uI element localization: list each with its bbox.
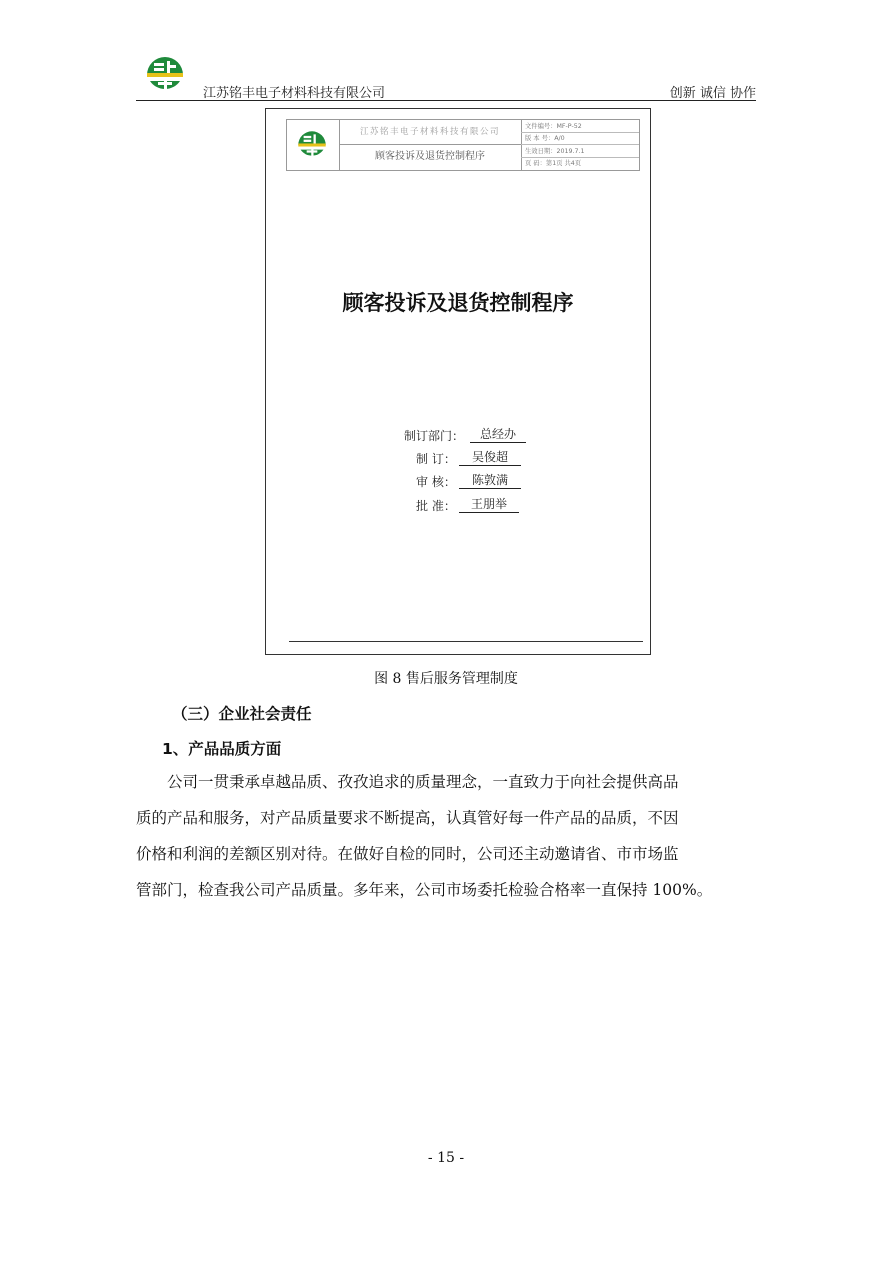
paragraph-line: 管部门，检查我公司产品质量。多年来，公司市场委托检验合格率一直保持 100%。 <box>136 881 713 899</box>
document-logo-cell <box>287 120 340 170</box>
signature-label: 审 核： <box>416 475 456 489</box>
header-company-name: 江苏铭丰电子材料科技有限公司 <box>203 86 386 101</box>
meta-page: 页 码：第1页 共4页 <box>525 160 582 167</box>
signature-row <box>404 427 516 444</box>
section-heading: （三）企业社会责任 <box>172 705 312 723</box>
signature-row <box>416 450 508 467</box>
document-header-table <box>286 119 640 171</box>
subsection-heading: 1、产品品质方面 <box>162 740 282 758</box>
company-logo-icon <box>144 54 186 96</box>
document-logo-icon <box>296 129 328 161</box>
document-header-title: 顾客投诉及退货控制程序 <box>339 144 522 170</box>
signature-value: 总经办 <box>470 427 526 443</box>
meta-effective-date: 生效日期：2019.7.1 <box>525 148 585 155</box>
paragraph-line: 公司一贯秉承卓越品质、孜孜追求的质量理念，一直致力于向社会提供高品 <box>167 773 679 791</box>
header-divider <box>136 100 756 101</box>
signature-label: 制订部门： <box>404 429 465 443</box>
figure-caption: 图 8 售后服务管理制度 <box>374 671 518 687</box>
meta-file-number: 文件编号：MF-P-52 <box>525 123 582 130</box>
signature-label: 批 准： <box>416 499 456 513</box>
header-motto: 创新 诚信 协作 <box>669 86 756 101</box>
signature-row <box>416 497 507 514</box>
signature-value: 陈敦满 <box>459 473 521 489</box>
document-company-name: 江苏铭丰电子材料科技有限公司 <box>339 120 522 145</box>
signature-row <box>416 473 508 490</box>
page-number: - 15 - <box>427 1150 465 1166</box>
paragraph-line: 质的产品和服务，对产品质量要求不断提高，认真管好每一件产品的品质，不因 <box>136 809 679 827</box>
document-main-title: 顾客投诉及退货控制程序 <box>342 291 574 315</box>
paragraph-line: 价格和利润的差额区别对待。在做好自检的同时，公司还主动邀请省、市市场监 <box>136 845 679 863</box>
document-footer-rule <box>289 641 643 642</box>
signature-value: 吴俊超 <box>459 450 521 466</box>
document-meta-block <box>521 120 639 170</box>
signature-value: 王朋举 <box>459 497 519 513</box>
meta-version: 版 本 号：A/0 <box>525 135 565 142</box>
document-cover-figure <box>265 108 651 655</box>
signature-label: 制 订： <box>416 452 456 466</box>
